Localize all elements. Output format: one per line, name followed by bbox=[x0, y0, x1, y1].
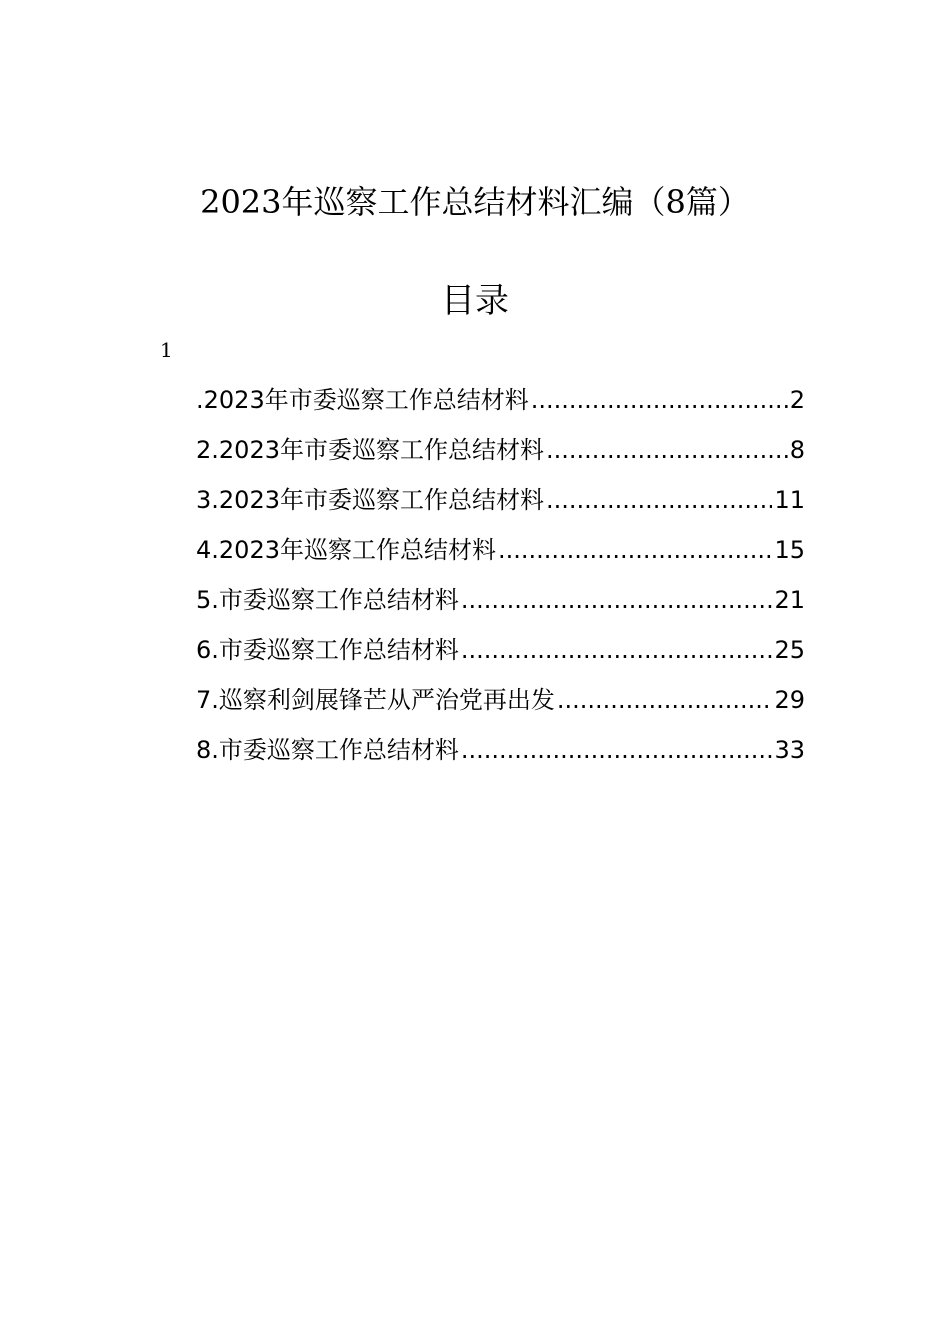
title-count: 8 bbox=[665, 183, 686, 221]
toc-leader-dots bbox=[461, 582, 773, 618]
title-main: 年巡察工作总结材料汇编（ bbox=[281, 183, 666, 221]
toc-heading: 目录 bbox=[441, 281, 509, 321]
toc-entry[interactable] bbox=[196, 382, 805, 432]
title-end: 篇） bbox=[685, 183, 750, 221]
document-title bbox=[0, 178, 950, 226]
toc-page-number: 25 bbox=[774, 636, 805, 664]
table-of-contents bbox=[196, 382, 805, 782]
toc-entry-text[interactable]: .2023年市委巡察工作总结材料 bbox=[196, 386, 529, 414]
toc-entry-text[interactable]: 4.2023年巡察工作总结材料 bbox=[196, 536, 496, 564]
toc-entry-text[interactable]: 3.2023年市委巡察工作总结材料 bbox=[196, 486, 544, 514]
toc-leader-dots bbox=[546, 482, 772, 518]
toc-entry[interactable] bbox=[196, 582, 805, 632]
toc-entry-text[interactable]: 8.市委巡察工作总结材料 bbox=[196, 736, 459, 764]
toc-leader-dots bbox=[557, 682, 773, 718]
stray-list-number: 1 bbox=[160, 338, 173, 362]
toc-leader-dots bbox=[531, 382, 788, 418]
toc-entry-text[interactable]: 5.市委巡察工作总结材料 bbox=[196, 586, 459, 614]
toc-page-number: 33 bbox=[774, 736, 805, 764]
toc-entry[interactable] bbox=[196, 732, 805, 782]
toc-page-number: 21 bbox=[774, 586, 805, 614]
toc-entry[interactable] bbox=[196, 432, 805, 482]
toc-entry-text[interactable]: 2.2023年市委巡察工作总结材料 bbox=[196, 436, 544, 464]
toc-entry-text[interactable]: 7.巡察利剑展锋芒从严治党再出发 bbox=[196, 686, 555, 714]
toc-page-number: 29 bbox=[774, 686, 805, 714]
toc-page-number: 15 bbox=[774, 536, 805, 564]
toc-entry[interactable] bbox=[196, 532, 805, 582]
toc-entry-text[interactable]: 6.市委巡察工作总结材料 bbox=[196, 636, 459, 664]
toc-page-number: 11 bbox=[774, 486, 805, 514]
toc-entry[interactable] bbox=[196, 482, 805, 532]
toc-leader-dots bbox=[461, 632, 773, 668]
title-year: 2023 bbox=[200, 183, 282, 221]
toc-entry[interactable] bbox=[196, 632, 805, 682]
toc-entry[interactable] bbox=[196, 682, 805, 732]
toc-leader-dots bbox=[546, 432, 788, 468]
toc-page-number: 2 bbox=[789, 386, 805, 414]
toc-leader-dots bbox=[461, 732, 773, 768]
toc-leader-dots bbox=[498, 532, 772, 568]
toc-page-number: 8 bbox=[789, 436, 805, 464]
